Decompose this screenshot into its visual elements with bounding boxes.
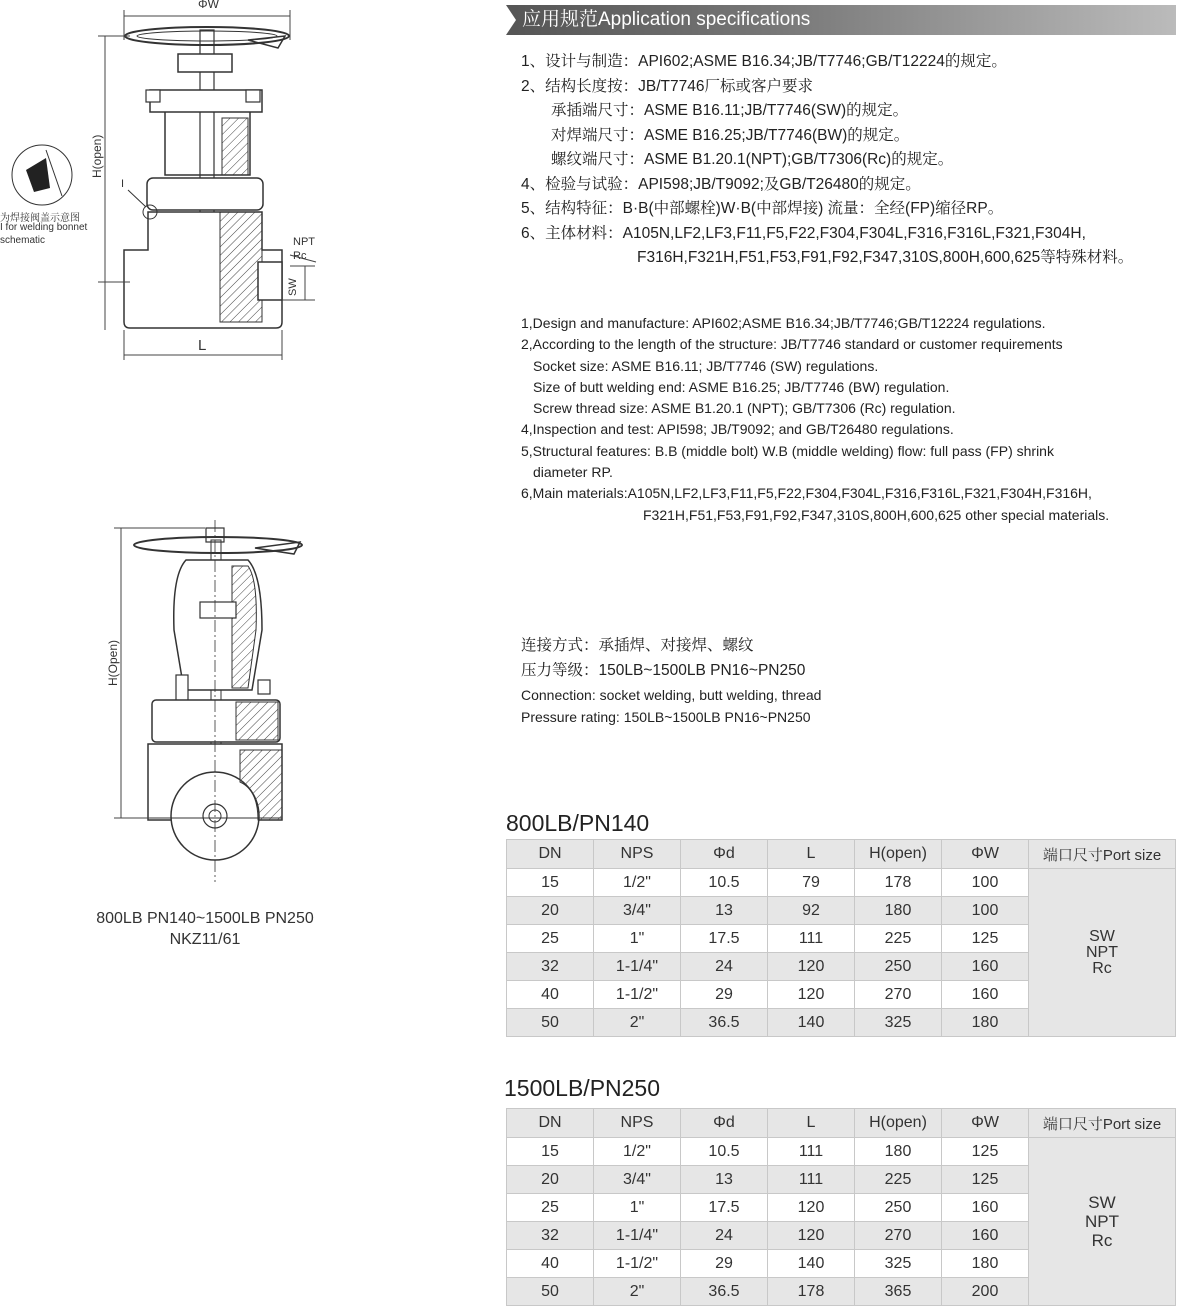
cell: 120 — [768, 1194, 855, 1222]
col-header: NPS — [594, 1109, 681, 1138]
spec-cn-item: F316H,F321H,F51,F53,F91,F92,F347,310S,800H,600,625等特殊材料。 — [637, 249, 1134, 266]
cell: 178 — [768, 1278, 855, 1306]
cell: 125 — [942, 925, 1029, 953]
cell: 40 — [507, 981, 594, 1009]
dim-h-label: H(open) — [90, 134, 104, 178]
cell: 225 — [855, 1166, 942, 1194]
cell: 50 — [507, 1009, 594, 1037]
cell: 120 — [768, 953, 855, 981]
cell: 125 — [942, 1166, 1029, 1194]
cell: 120 — [768, 1222, 855, 1250]
col-header: H(open) — [855, 1109, 942, 1138]
table-1500lb — [506, 1108, 1176, 1306]
port-rc: Rc — [1092, 959, 1112, 977]
cell: 200 — [942, 1278, 1029, 1306]
cell: 1" — [594, 925, 681, 953]
cell: 3/4" — [594, 1166, 681, 1194]
specs-cn-list — [521, 50, 1191, 271]
cell: 15 — [507, 1138, 594, 1166]
spec-en-item: 2,According to the length of the structure: JB/T7746 standard or customer requirements — [521, 336, 1063, 353]
table-800lb-title: 800LB/PN140 — [506, 810, 650, 836]
specs-header: 应用规范Application specifications — [506, 5, 1176, 35]
col-header: 端口尺寸Port size — [1029, 1109, 1176, 1138]
detail-marker: I — [121, 178, 125, 190]
spec-en-item: 4,Inspection and test: API598; JB/T9092; and GB/T26480 regulations. — [521, 421, 954, 438]
cell: 111 — [768, 925, 855, 953]
port-sw: SW — [1088, 1193, 1116, 1212]
cell: 111 — [768, 1166, 855, 1194]
spec-cn-item: 1、设计与制造：API602;ASME B16.34;JB/T7746;GB/T12224的规定。 — [521, 53, 1007, 70]
col-header: L — [768, 840, 855, 869]
cell: 140 — [768, 1250, 855, 1278]
cell: 1-1/2" — [594, 981, 681, 1009]
cell: 15 — [507, 869, 594, 897]
col-header: Φd — [681, 840, 768, 869]
cell: 160 — [942, 981, 1029, 1009]
table-row — [507, 869, 1176, 897]
cell: 1/2" — [594, 869, 681, 897]
cell: 1-1/2" — [594, 1250, 681, 1278]
valve-section-drawing-bottom — [0, 520, 340, 890]
valve-caption — [60, 908, 350, 950]
cell: 120 — [768, 981, 855, 1009]
col-header: DN — [507, 1109, 594, 1138]
cell: 1-1/4" — [594, 1222, 681, 1250]
spec-en-item: 5,Structural features: B.B (middle bolt) W.B (middle welding) flow: full pass (FP) shrink — [521, 442, 1054, 459]
cell: 10.5 — [681, 869, 768, 897]
cell: 180 — [942, 1009, 1029, 1037]
cell: 10.5 — [681, 1138, 768, 1166]
spec-cn-item: 4、检验与试验：API598;JB/T9092;及GB/T26480的规定。 — [521, 175, 921, 193]
cell: 160 — [942, 1222, 1029, 1250]
spec-cn-item: 承插端尺寸：ASME B16.11;JB/T7746(SW)的规定。 — [551, 102, 909, 119]
cell: 180 — [942, 1250, 1029, 1278]
col-header: DN — [507, 840, 594, 869]
sw-label: SW — [287, 278, 299, 296]
dim-w-label: ΦW — [198, 0, 219, 11]
cell: 1/2" — [594, 1138, 681, 1166]
cell: 17.5 — [681, 925, 768, 953]
cell: 20 — [507, 1166, 594, 1194]
cell: 270 — [855, 1222, 942, 1250]
cell: 111 — [768, 1138, 855, 1166]
cell: 250 — [855, 1194, 942, 1222]
port-size-cell — [1029, 1138, 1176, 1306]
connection-en-line: Connection: socket welding, butt welding, thread — [521, 687, 822, 703]
cell: 250 — [855, 953, 942, 981]
port-npt: NPT — [1085, 1212, 1119, 1231]
table-800lb — [506, 839, 1176, 1037]
dim-h-open-label: H(Open) — [106, 639, 120, 686]
rc-label: Rc — [293, 250, 307, 262]
cell: 325 — [855, 1009, 942, 1037]
cell: 79 — [768, 869, 855, 897]
welding-note-cn: 为焊接阀盖示意图 — [0, 213, 80, 224]
cell: 40 — [507, 1250, 594, 1278]
cell: 32 — [507, 1222, 594, 1250]
spec-cn-item: 6、主体材料：A105N,LF2,LF3,F11,F5,F22,F304,F304L,F316,F316L,F321,F304H, — [521, 224, 1086, 242]
cell: 36.5 — [681, 1009, 768, 1037]
col-header: Φd — [681, 1109, 768, 1138]
col-header: L — [768, 1109, 855, 1138]
spec-en-item: Screw thread size: ASME B1.20.1 (NPT); GB/T7306 (Rc) regulation. — [533, 400, 956, 417]
col-header: H(open) — [855, 840, 942, 869]
cell: 50 — [507, 1278, 594, 1306]
cell: 178 — [855, 869, 942, 897]
pressure-cn-line: 压力等级：150LB~1500LB PN16~PN250 — [521, 662, 806, 679]
cell: 1" — [594, 1194, 681, 1222]
connection-cn-line: 连接方式：承插焊、对接焊、螺纹 — [521, 637, 754, 654]
cell: 1-1/4" — [594, 953, 681, 981]
table-header-row — [507, 1109, 1176, 1138]
port-sw: SW — [1089, 927, 1115, 945]
cell: 160 — [942, 1194, 1029, 1222]
cell: 180 — [855, 1138, 942, 1166]
table-row — [507, 1138, 1176, 1166]
dim-l-label: L — [198, 337, 207, 354]
spec-en-item: F321H,F51,F53,F91,F92,F347,310S,800H,600,625 other special materials. — [643, 506, 1110, 523]
port-rc: Rc — [1091, 1231, 1113, 1250]
cell: 24 — [681, 1222, 768, 1250]
caption-line2: NKZ11/61 — [169, 931, 241, 948]
spec-en-item: diameter RP. — [533, 464, 613, 481]
cell: 20 — [507, 897, 594, 925]
table-1500lb-title: 1500LB/PN250 — [504, 1075, 661, 1101]
caption-line1: 800LB PN140~1500LB PN250 — [96, 910, 314, 927]
spec-cn-item: 螺纹端尺寸：ASME B1.20.1(NPT);GB/T7306(Rc)的规定。 — [551, 151, 954, 168]
cell: 29 — [681, 981, 768, 1009]
spec-en-item: 1,Design and manufacture: API602;ASME B16.34;JB/T7746;GB/T12224 regulations. — [521, 315, 1046, 331]
cell: 25 — [507, 925, 594, 953]
cell: 180 — [855, 897, 942, 925]
cell: 125 — [942, 1138, 1029, 1166]
col-header: ΦW — [942, 840, 1029, 869]
cell: 2" — [594, 1009, 681, 1037]
pressure-en-line: Pressure rating: 150LB~1500LB PN16~PN250 — [521, 709, 811, 725]
valve-section-drawing-top — [0, 0, 340, 370]
cell: 29 — [681, 1250, 768, 1278]
npt-label: NPT — [293, 236, 315, 248]
welding-note-en1: I for welding bonnet — [0, 222, 88, 233]
connection-en — [521, 684, 821, 728]
spec-en-item: 6,Main materials:A105N,LF2,LF3,F11,F5,F22,F304,F304L,F316,F316L,F321,F304H,F316H, — [521, 485, 1092, 502]
cell: 100 — [942, 897, 1029, 925]
spec-en-item: Size of butt welding end: ASME B16.25; JB/T7746 (BW) regulation. — [533, 378, 950, 395]
col-header: ΦW — [942, 1109, 1029, 1138]
welding-note-en2: schematic — [0, 235, 46, 246]
valve-drawing-bottom — [0, 520, 340, 890]
cell: 100 — [942, 869, 1029, 897]
cell: 92 — [768, 897, 855, 925]
port-size-cell — [1029, 869, 1176, 1037]
cell: 3/4" — [594, 897, 681, 925]
cell: 13 — [681, 1166, 768, 1194]
specs-en-list — [521, 313, 1191, 526]
cell: 32 — [507, 953, 594, 981]
valve-drawing-top — [0, 0, 340, 370]
cell: 160 — [942, 953, 1029, 981]
cell: 140 — [768, 1009, 855, 1037]
cell: 365 — [855, 1278, 942, 1306]
connection-cn — [521, 633, 805, 683]
cell: 225 — [855, 925, 942, 953]
cell: 36.5 — [681, 1278, 768, 1306]
spec-en-item: Socket size: ASME B16.11; JB/T7746 (SW) regulations. — [533, 357, 879, 374]
col-header: 端口尺寸Port size — [1029, 840, 1176, 869]
spec-cn-item: 2、结构长度按：JB/T7746厂标或客户要求 — [521, 77, 813, 95]
cell: 24 — [681, 953, 768, 981]
port-npt: NPT — [1086, 943, 1118, 961]
cell: 13 — [681, 897, 768, 925]
cell: 2" — [594, 1278, 681, 1306]
cell: 325 — [855, 1250, 942, 1278]
col-header: NPS — [594, 840, 681, 869]
spec-cn-item: 5、结构特征：B·B(中部螺栓)W·B(中部焊接) 流量：全经(FP)缩径RP。 — [521, 200, 1004, 217]
cell: 17.5 — [681, 1194, 768, 1222]
table-header-row — [507, 840, 1176, 869]
cell: 270 — [855, 981, 942, 1009]
cell: 25 — [507, 1194, 594, 1222]
spec-cn-item: 对焊端尺寸：ASME B16.25;JB/T7746(BW)的规定。 — [551, 126, 910, 144]
